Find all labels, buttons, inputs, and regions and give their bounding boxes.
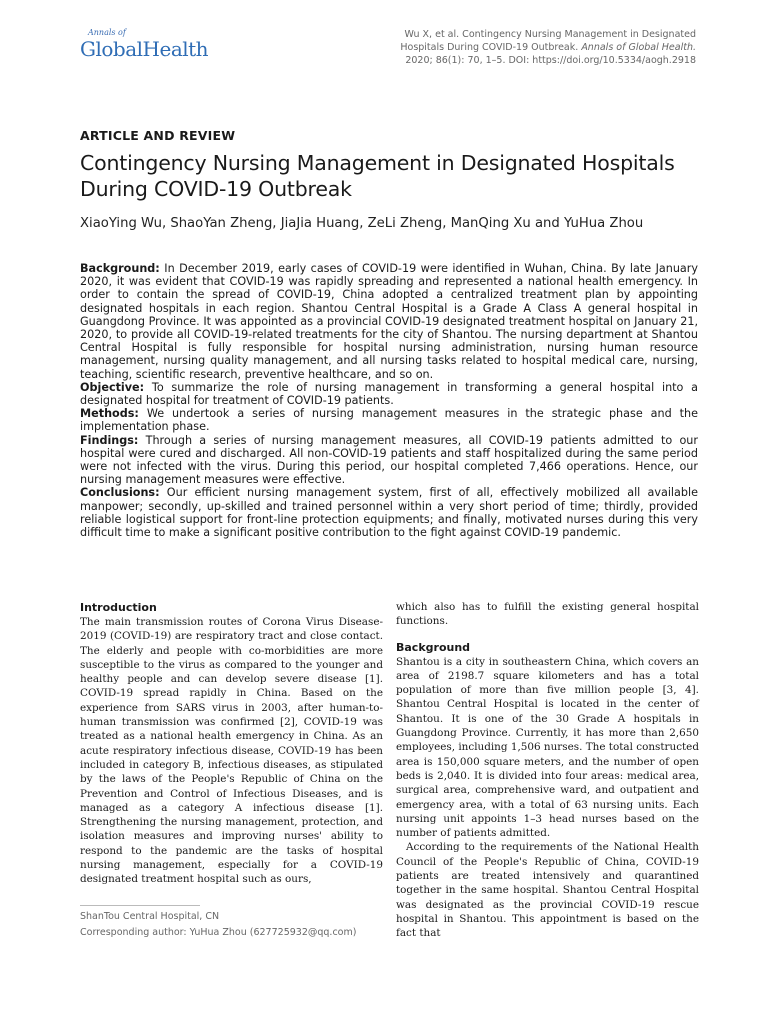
abstract-conclusions-text: Our efficient nursing management system, first of all, effectively mobilized all available manpower; secondly, up-skilled and trained personnel within a very short period of time; thirdly, provided reliable logistical support for front-line protection equipments; and finally, motivated nurses during this very difficult time to make a significant positive contribution to the fight against COVID-19 pandemic. <box>80 486 698 540</box>
footnote-divider <box>80 905 200 906</box>
footnote <box>80 909 356 941</box>
logo-wordmark: GlobalHealth <box>80 37 209 61</box>
citation-text: Wu X, et al. Contingency Nursing Management in Designated Hospitals During COVID-19 Outbreak. <box>400 29 696 53</box>
abstract-methods <box>80 407 698 433</box>
background-paragraph-2: According to the requirements of the National Health Council of the People's Republic of China, COVID-19 patients are treated intensively and quarantined together in the same hospital. Shantou Central Hospital was designated as the provincial COVID-19 rescue hospital in Shantou. This appointment is based on the fact that <box>396 841 699 940</box>
introduction-paragraph: The main transmission routes of Corona Virus Disease-2019 (COVID-19) are respiratory tract and close contact. The elderly and people with co-morbidities are more susceptible to the virus as compared to the younger and healthy people and can develop severe disease [1]. COVID-19 spread rapidly in China. Based on the experience from SARS virus in 2003, after human-to-human transmission was confirmed [2], COVID-19 was treated as a national health emergency in China. As an acute respiratory infectious disease, COVID-19 has been included in category B, infectious diseases, as stipulated by the laws of the People's Republic of China on the Prevention and Control of Infectious Diseases, and is managed as a category A infectious disease [1]. Strengthening the nursing management, protection, and isolation measures and improving nurses' ability to respond to the pandemic are the tasks of hospital nursing management, especially for a COVID-19 designated treatment hospital such as ours, <box>80 616 383 886</box>
abstract-findings-label: Findings: <box>80 433 139 447</box>
abstract-methods-label: Methods: <box>80 407 139 421</box>
background-paragraph-1: Shantou is a city in southeastern China, which covers an area of 2198.7 square kilometers and has a total population of more than five million people [3, 4]. Shantou Central Hospital is located in the center of Shantou. It is one of the 30 Grade A hospitals in Guangdong Province. Currently, it has more than 2,650 employees, including 1,506 nurses. The total constructed area is 150,000 square meters, and the number of open beds is 2,040. It is divided into four areas: medical area, surgical area, comprehensive ward, and outpatient and emergency area, with a total of 63 nursing units. Each nursing unit appoints 1–3 head nurses based on the number of patients admitted. <box>396 655 699 840</box>
citation-details: 2020; 86(1): 70, 1–5. DOI: https://doi.org/10.5334/aogh.2918 <box>405 55 696 66</box>
introduction-continuation: which also has to fulfill the existing general hospital functions. <box>396 601 699 628</box>
section-heading-introduction: Introduction <box>80 601 157 614</box>
abstract <box>80 262 698 539</box>
body-column-right <box>396 600 699 941</box>
citation-journal: Annals of Global Health. <box>581 42 696 53</box>
abstract-background <box>80 262 698 381</box>
citation-block <box>396 28 696 67</box>
abstract-conclusions <box>80 486 698 539</box>
abstract-conclusions-label: Conclusions: <box>80 486 160 500</box>
abstract-background-text: In December 2019, early cases of COVID-19 were identified in Wuhan, China. By late January 2020, it was evident that COVID-19 was rapidly spreading and represented a national health emergency. In order to contain the spread of COVID-19, China adopted a centralized treatment plan by appointing designated hospitals in each region. Shantou Central Hospital is a Grade A Class A general hospital in Guangdong Province. It was appointed as a provincial COVID-19 designated treatment hospital on January 21, 2020, to provide all COVID-19-related treatments for the city of Shantou. The nursing department at Shantou Central Hospital is fully responsible for hospital nursing administration, nursing human resource management, nursing quality management, and all nursing tasks related to hospital medical care, nursing, teaching, scientific research, preventive healthcare, and so on. <box>80 262 698 381</box>
abstract-objective <box>80 381 698 407</box>
journal-logo <box>80 28 208 60</box>
abstract-findings <box>80 434 698 487</box>
author-list: XiaoYing Wu, ShaoYan Zheng, JiaJia Huang, ZeLi Zheng, ManQing Xu and YuHua Zhou <box>80 216 644 231</box>
affiliation: ShanTou Central Hospital, CN <box>80 911 220 922</box>
abstract-findings-text: Through a series of nursing management measures, all COVID-19 patients admitted to our hospital were cured and discharged. All non-COVID-19 patients and staff hospitalized during the same period were not infected with the virus. During this period, our hospital completed 7,466 operations. Hence, our nursing management measures were effective. <box>80 433 698 487</box>
article-title: Contingency Nursing Management in Designated Hospitals During COVID-19 Outbreak <box>80 151 675 201</box>
abstract-objective-text: To summarize the role of nursing management in transforming a general hospital into a designated hospital for treatment of COVID-19 patients. <box>80 380 698 408</box>
abstract-methods-text: We undertook a series of nursing management measures in the strategic phase and the implementation phase. <box>80 407 698 434</box>
body-column-left <box>80 600 383 887</box>
abstract-objective-label: Objective: <box>80 380 145 394</box>
abstract-background-label: Background: <box>80 262 160 275</box>
logo-superscript: Annals of <box>88 28 126 37</box>
section-heading-background: Background <box>396 640 471 654</box>
corresponding-author: Corresponding author: YuHua Zhou (627725932@qq.com) <box>80 927 357 938</box>
article-type: ARTICLE AND REVIEW <box>80 128 236 143</box>
